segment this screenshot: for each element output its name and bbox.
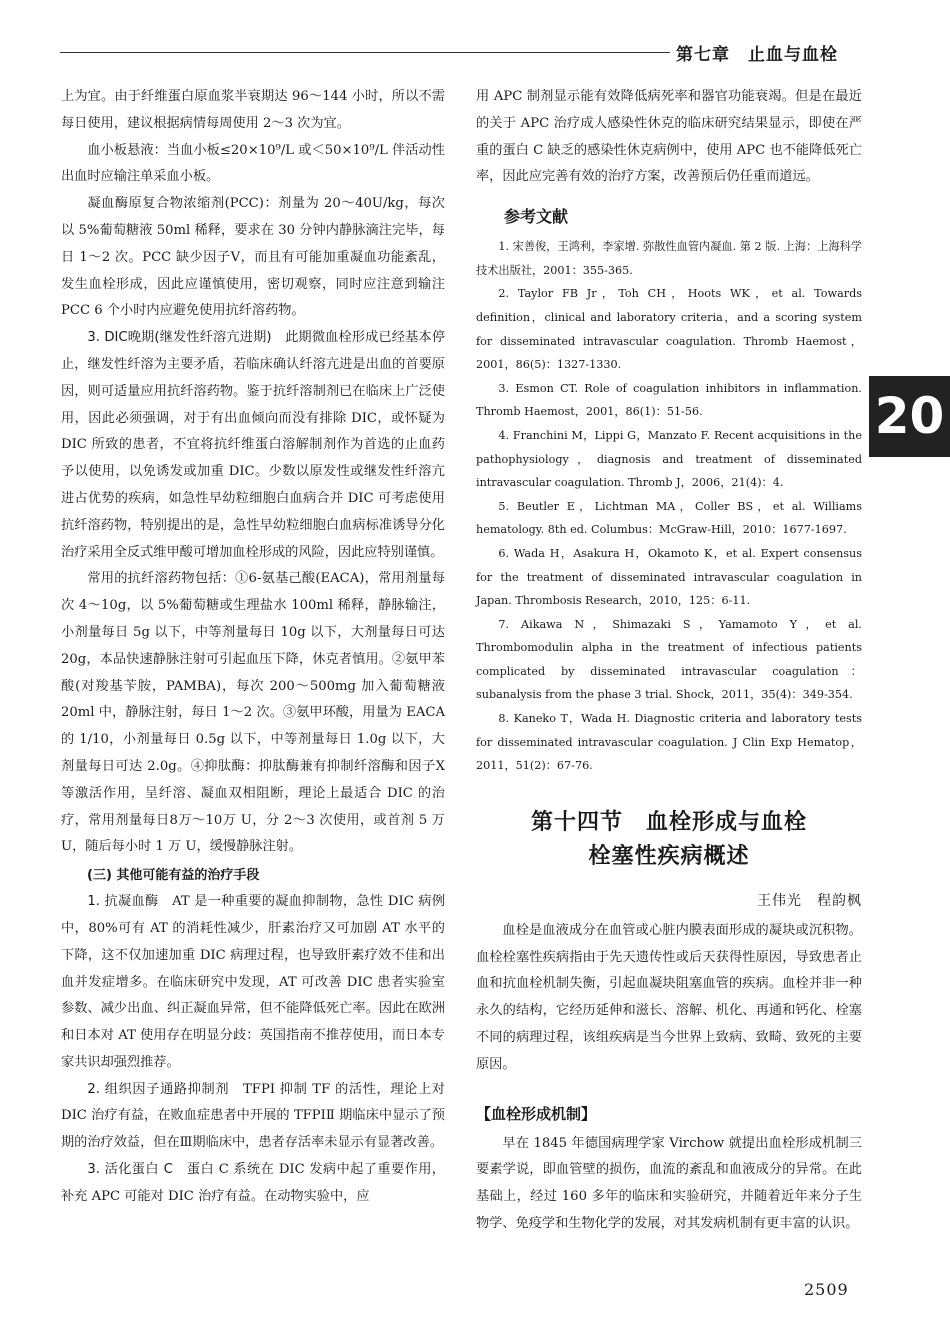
- paragraph-body: TFPI 抑制 TF 的活性，理论上对 DIC 治疗有益，在败血症患者中开展的 TFPIⅡ 期临床中显示了预期的治疗效益，但在Ⅲ期临床中，患者存活率未显示有显著改善。: [61, 1081, 445, 1151]
- paragraph-body: 蛋白 C 系统在 DIC 发病中起了重要作用，补充 APC 可能对 DIC 治疗有益。在动物实验中，应: [61, 1162, 445, 1204]
- left-column: [61, 84, 445, 1211]
- references-heading: 参考文献: [504, 207, 569, 227]
- paragraph: 上为宜。由于纤维蛋白原血浆半衰期达 96～144 小时，所以不需每日使用，建议根据病情每周使用 2～3 次为宜。: [61, 89, 445, 131]
- reference-item: 1. 宋善俊，王鸿利，李家增. 弥散性血管内凝血. 第 2 版. 上海：上海科学技术出版社，2001：355-365.: [476, 240, 862, 277]
- inline-heading: 2. 组织因子通路抑制剂: [87, 1081, 230, 1097]
- reference-item: 3. Esmon CT. Role of coagulation inhibitors in inflammation. Thromb Haemost，2001，86(1)：51-56.: [476, 381, 862, 419]
- paragraph-body: 此期微血栓形成已经基本停止，继发性纤溶为主要矛盾，若临床确认纤溶亢进是出血的首要原因，则可适量应用抗纤溶药物。鉴于抗纤溶制剂已在临床上广泛使用，因此必须强调，对于有出血倾向而没有排除 DIC，或怀疑为 DIC 所致的患者，不宜将抗纤维蛋白溶解制剂作为首选的止血药予以使用，以免诱发或加重 DIC。少数以原发性或继发性纤溶亢进占优势的疾病，如急性早幼粒细胞白血病合并 DIC 可考虑使用抗纤溶药物，特别提出的是，急性早幼粒细胞白血病标准诱导分化治疗采用全反式维甲酸可增加血栓形成的风险，因此应特别谨慎。: [61, 330, 446, 560]
- paragraph: [61, 1077, 445, 1157]
- paragraph: 早在 1845 年德国病理学家 Virchow 就提出血栓形成机制三要素学说，即血管壁的损伤，血流的紊乱和血液成分的异常。在此基础上，经过 160 多年的临床和实验研究，并随着近年来分子生物学、免疫学和生物化学的发展，对其发病机制有更丰富的认识。: [476, 1135, 862, 1232]
- inline-heading: 3. 活化蛋白 C: [87, 1162, 173, 1178]
- chapter-tab-marker: 20: [869, 376, 950, 457]
- paragraph: [61, 1157, 445, 1211]
- inline-heading: 3. DIC晚期(继发性纤溶亢进期): [87, 330, 272, 346]
- paragraph: 血小板悬液：当血小板≤20×10⁹/L 或＜50×10⁹/L 伴活动性出血时应输注单采血小板。: [61, 142, 445, 185]
- section-title-line: 栓塞性疾病概述: [588, 843, 750, 869]
- mechanism-heading: 【血栓形成机制】: [476, 1104, 597, 1123]
- reference-item: 4. Franchini M，Lippi G，Manzato F. Recent acquisitions in the pathophysiology，diagnosis and treatment of disseminated intravascular coagulation. Thromb J，2006，21(4)：4.: [476, 428, 862, 490]
- header-rule: [60, 52, 670, 53]
- paragraph-body: AT 是一种重要的凝血抑制物，急性 DIC 病例中，80%可有 AT 的消耗性减少，肝素治疗又可加剧 AT 水平的下降，这不仅加速加重 DIC 病理过程，也导致肝素疗效不佳和出血并发症增多。在临床研究中发现，AT 可改善 DIC 患者实验室参数、减少出血、纠正凝血异常，但不能降低死亡率。因此在欧洲和日本对 AT 使用存在明显分歧：英国指南不推荐使用，而日本专家共识却强烈推荐。: [61, 894, 446, 1070]
- chapter-title: 第七章 止血与血栓: [676, 45, 838, 65]
- reference-list: [476, 235, 862, 778]
- paragraph: 用 APC 制剂显示能有效降低病死率和器官功能衰竭。但是在最近的关于 APC 治疗成人感染性休克的临床研究结果显示，即使在严重的蛋白 C 缺乏的感染性休克病例中，使用 APC 也不能降低死亡率，因此应完善有效的治疗方案，改善预后仍任重而道远。: [476, 89, 862, 185]
- reference-item: 7. Aikawa N，Shimazaki S，Yamamoto Y，et al. Thrombomodulin alpha in the treatment of infectious patients complicated by disseminated intravascular coagulation：subanalysis from the phase 3 trial. Shock，2011，35(4)：349-354.: [476, 617, 862, 702]
- inline-heading: 1. 抗凝血酶: [87, 894, 159, 910]
- subheading: (三) 其他可能有益的治疗手段: [87, 868, 260, 884]
- reference-item: 6. Wada H，Asakura H，Okamoto K，et al. Expert consensus for the treatment of disseminated intravascular coagulation in Japan. Thrombosis Research，2010，125：6-11.: [476, 546, 862, 608]
- reference-item: 2. Taylor FB Jr，Toh CH，Hoots WK，et al. Towards definition，clinical and laboratory criteria，and a scoring system for disseminated intravascular coagulation. Thromb Haemost，2001，86(5)：1327-1330.: [476, 287, 862, 372]
- reference-item: 5. Beutler E，Lichtman MA，Coller BS，et al. Williams hematology. 8th ed. Columbus：McGraw-Hill，2010：1677-1697.: [476, 499, 862, 537]
- section-title: [476, 806, 862, 874]
- right-column: [476, 84, 862, 1238]
- reference-item: 8. Kaneko T，Wada H. Diagnostic criteria and laboratory tests for disseminated intravascular coagulation. J Clin Exp Hematop，2011，51(2)：67-76.: [476, 712, 862, 773]
- paragraph: 常用的抗纤溶药物包括：①6-氨基己酸(EACA)，常用剂量每次 4～10g，以 5%葡萄糖或生理盐水 100ml 稀释，静脉输注，小剂量每日 5g 以下，中等剂量每日 10g 以下，大剂量每日可达 20g，本品快速静脉注射可引起血压下降，休克者慎用。②氨甲苯酸(对羧基苄胺，PAMBA)，每次 200～500mg 加入葡萄糖液 20ml 中，静脉注射，每日 1～2 次。③氨甲环酸，用量为 EACA 的 1/10，小剂量每日 0.5g 以下，中等剂量每日 1.0g 以下，大剂量每日可达 2.0g。④抑肽酶：抑肽酶兼有抑制纤溶酶和因子Ⅹ等激活作用，呈纤溶、凝血双相阻断，理论上最适合 DIC 的治疗，常用剂量每日8万～10万 U，分 2～3 次使用，或首剂 5 万 U，随后每小时 1 万 U，缓慢静脉注射。: [61, 571, 445, 855]
- paragraph: 凝血酶原复合物浓缩剂(PCC)：剂量为 20～40U/kg，每次以 5%葡萄糖液 50ml 稀释，要求在 30 分钟内静脉滴注完毕，每日 1～2 次。PCC 缺少因子Ⅴ，而且有可能加重凝血功能紊乱，发生血栓形成，因此应谨慎使用，密切观察，同时应注意到输注 PCC 6 个小时内应避免使用抗纤溶药物。: [61, 196, 445, 319]
- paragraph: [61, 325, 445, 566]
- paragraph: [61, 889, 445, 1077]
- page-number: 2509: [804, 1280, 849, 1299]
- section-title-line: 第十四节 血栓形成与血栓: [530, 809, 807, 835]
- authors: 王伟光 程韵枫: [757, 892, 862, 909]
- paragraph: 血栓是血液成分在血管或心脏内膜表面形成的凝块或沉积物。血栓栓塞性疾病指由于先天遗传性或后天获得性原因，导致患者止血和抗血栓机制失衡，引起血凝块阻塞血管的疾病。血栓并非一种永久的结构，它经历延伸和滋长、溶解、机化、再通和钙化、栓塞不同的病理过程，该组疾病是当今世界上致病、致畸、致死的主要原因。: [476, 922, 862, 1072]
